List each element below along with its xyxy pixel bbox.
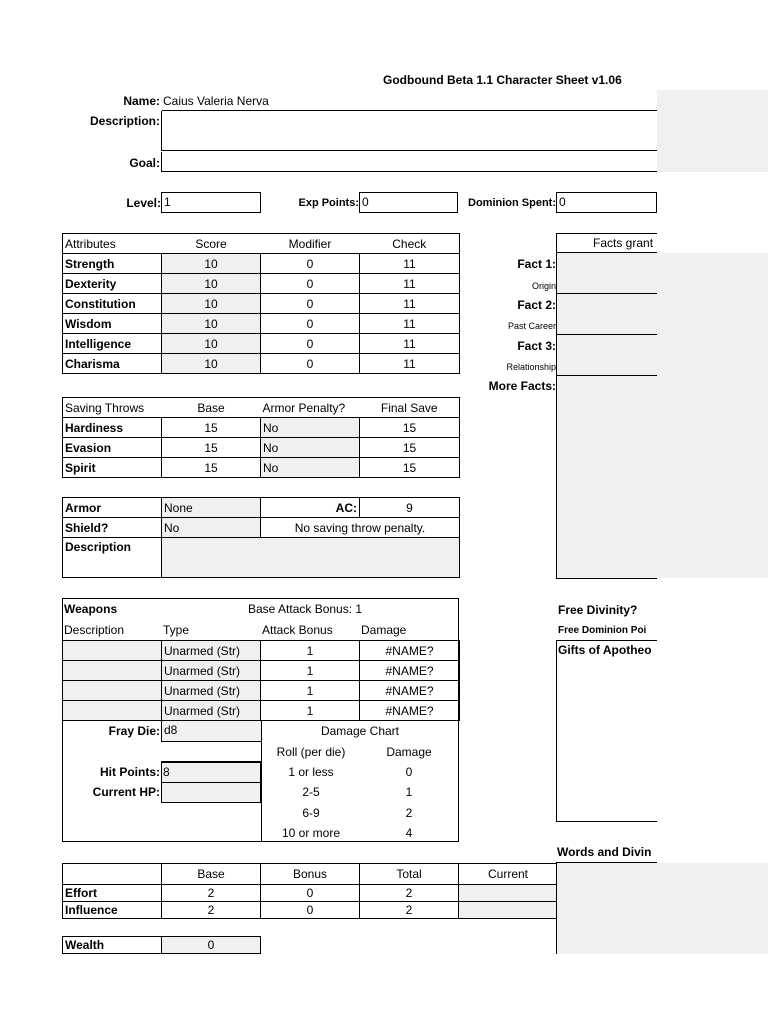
resources-table — [62, 863, 558, 919]
resources-header-bonus: Bonus — [261, 864, 360, 885]
attribute-row-strength — [63, 254, 460, 274]
save-penalty[interactable]: No — [261, 418, 360, 438]
weapon-damage: #NAME? — [360, 681, 460, 701]
save-final: 15 — [360, 458, 460, 478]
attribute-name: Constitution — [63, 294, 162, 314]
final-save-header: Final Save — [360, 398, 460, 418]
gifts-frame — [556, 640, 657, 822]
attribute-modifier: 0 — [261, 294, 360, 314]
name-field[interactable]: Caius Valeria Nerva — [162, 94, 657, 111]
description-label: Description: — [89, 114, 160, 128]
weapon-row — [63, 701, 460, 721]
attribute-name: Intelligence — [63, 334, 162, 354]
attributes-header-row — [63, 234, 460, 254]
influence-total: 2 — [360, 902, 459, 919]
fact3-sublabel: Relationship — [506, 362, 556, 372]
attribute-score[interactable]: 10 — [162, 294, 261, 314]
fact1-sublabel: Origin — [531, 281, 556, 291]
attribute-score[interactable]: 10 — [162, 334, 261, 354]
weapon-type[interactable]: Unarmed (Str) — [162, 701, 261, 721]
damage-chart-title: Damage Chart — [320, 724, 400, 738]
modifier-header: Modifier — [261, 234, 360, 254]
attribute-check: 11 — [360, 334, 460, 354]
weapon-description[interactable] — [63, 681, 162, 701]
wealth-label: Wealth — [62, 936, 162, 954]
saves-header: Saving Throws — [63, 398, 162, 418]
fact3-line — [557, 375, 657, 376]
description-field[interactable] — [161, 111, 657, 151]
weapon-header-description: Description — [64, 623, 125, 637]
shield-label: Shield? — [63, 518, 162, 538]
attribute-check: 11 — [360, 274, 460, 294]
weapon-type[interactable]: Unarmed (Str) — [162, 641, 261, 661]
resources-header-total: Total — [360, 864, 459, 885]
weapon-damage: #NAME? — [360, 661, 460, 681]
current-hp-label: Current HP: — [92, 785, 160, 799]
damage-chart-value: 0 — [405, 765, 413, 779]
saves-table — [62, 397, 460, 478]
fray-die-field[interactable]: d8 — [161, 721, 261, 742]
weapon-attack: 1 — [261, 681, 360, 701]
attribute-row-wisdom — [63, 314, 460, 334]
weapon-type[interactable]: Unarmed (Str) — [162, 681, 261, 701]
save-penalty[interactable]: No — [261, 458, 360, 478]
weapon-damage: #NAME? — [360, 701, 460, 721]
weapon-description[interactable] — [63, 661, 162, 681]
weapon-header-type: Type — [163, 623, 190, 637]
check-header: Check — [360, 234, 460, 254]
attribute-modifier: 0 — [261, 354, 360, 374]
save-row-spirit — [63, 458, 460, 478]
damage-chart-value: 4 — [405, 826, 413, 840]
attribute-score[interactable]: 10 — [162, 254, 261, 274]
exp-label: Exp Points: — [298, 197, 359, 209]
saves-header-row — [63, 398, 460, 418]
weapons-title: Weapons — [64, 602, 118, 616]
attribute-modifier: 0 — [261, 274, 360, 294]
weapon-description[interactable] — [63, 701, 162, 721]
goal-label: Goal: — [129, 156, 160, 170]
fact2-line — [557, 334, 657, 335]
damage-chart-roll: 6-9 — [302, 806, 320, 820]
facts-panel-border — [556, 253, 657, 579]
attribute-score[interactable]: 10 — [162, 314, 261, 334]
hit-points-label: Hit Points: — [100, 765, 160, 779]
attribute-modifier: 0 — [261, 254, 360, 274]
base-header: Base — [162, 398, 261, 418]
effort-bonus[interactable]: 0 — [261, 885, 360, 902]
ac-label: AC: — [261, 498, 360, 518]
facts-header: Facts grant — [593, 236, 654, 250]
attribute-row-dexterity — [63, 274, 460, 294]
name-label: Name: — [123, 94, 160, 108]
sheet-title: Godbound Beta 1.1 Character Sheet v1.06 — [383, 73, 622, 87]
attributes-header: Attributes — [63, 234, 162, 254]
weapon-attack: 1 — [261, 661, 360, 681]
save-row-evasion — [63, 438, 460, 458]
influence-row — [63, 902, 558, 919]
weapon-header-attack: Attack Bonus — [262, 623, 333, 637]
damage-chart-value: 1 — [405, 785, 413, 799]
score-header: Score — [162, 234, 261, 254]
resources-header-row — [63, 864, 558, 885]
influence-label: Influence — [63, 902, 162, 919]
armor-description-label: Description — [63, 538, 162, 578]
attribute-row-intelligence — [63, 334, 460, 354]
armor-penalty-header: Armor Penalty? — [261, 398, 360, 418]
base-attack-bonus: Base Attack Bonus: 1 — [248, 602, 363, 616]
armor-row — [63, 498, 460, 518]
armor-description-field[interactable] — [162, 538, 460, 578]
save-name: Hardiness — [63, 418, 162, 438]
attribute-score[interactable]: 10 — [162, 274, 261, 294]
save-final: 15 — [360, 438, 460, 458]
damage-chart-roll: 1 or less — [288, 765, 334, 779]
save-final: 15 — [360, 418, 460, 438]
hit-points-field[interactable]: 8 — [161, 762, 261, 783]
more-facts-label: More Facts: — [488, 379, 556, 393]
weapon-row — [63, 681, 460, 701]
dominion-field[interactable]: 0 — [556, 192, 657, 213]
attribute-check: 11 — [360, 354, 460, 374]
fact2-sublabel: Past Career — [507, 321, 556, 331]
gifts-label: Gifts of Apotheo — [558, 643, 652, 657]
damage-chart-roll: 2-5 — [302, 785, 320, 799]
influence-bonus[interactable]: 0 — [261, 902, 360, 919]
armor-value[interactable]: None — [162, 498, 261, 518]
weapon-attack: 1 — [261, 641, 360, 661]
weapon-header-damage: Damage — [361, 623, 407, 637]
attribute-name: Dexterity — [63, 274, 162, 294]
weapon-type[interactable]: Unarmed (Str) — [162, 661, 261, 681]
save-row-hardiness — [63, 418, 460, 438]
damage-chart-value: 2 — [405, 806, 413, 820]
effort-row — [63, 885, 558, 902]
weapon-description[interactable] — [63, 641, 162, 661]
dominion-label: Dominion Spent: — [468, 197, 556, 209]
save-base: 15 — [162, 438, 261, 458]
effort-current[interactable] — [459, 885, 558, 902]
fact1-line — [557, 293, 657, 294]
armor-label: Armor — [63, 498, 162, 518]
attribute-check: 11 — [360, 254, 460, 274]
attributes-table — [62, 233, 460, 374]
armor-description-row — [63, 538, 460, 578]
shield-row — [63, 518, 460, 538]
shield-note: No saving throw penalty. — [261, 518, 460, 538]
fact1-label: Fact 1: — [517, 257, 556, 271]
exp-field[interactable]: 0 — [359, 192, 458, 213]
fray-blank-row — [161, 742, 261, 762]
effort-total: 2 — [360, 885, 459, 902]
save-base: 15 — [162, 418, 261, 438]
words-panel-border — [556, 862, 657, 954]
resources-header-current: Current — [459, 864, 558, 885]
influence-current[interactable] — [459, 902, 558, 919]
effort-label: Effort — [63, 885, 162, 902]
attribute-name: Charisma — [63, 354, 162, 374]
free-dominion-label: Free Dominion Poi — [558, 625, 647, 636]
damage-chart-roll: 10 or more — [281, 826, 341, 840]
wealth-field[interactable]: 0 — [161, 936, 261, 954]
shield-value[interactable]: No — [162, 518, 261, 538]
weapon-row — [63, 641, 460, 661]
fray-die-label: Fray Die: — [108, 724, 160, 738]
fact2-label: Fact 2: — [517, 298, 556, 312]
save-base: 15 — [162, 458, 261, 478]
attribute-row-constitution — [63, 294, 460, 314]
armor-table — [62, 497, 460, 578]
weapons-table — [62, 640, 460, 721]
ac-value: 9 — [360, 498, 460, 518]
attribute-check: 11 — [360, 314, 460, 334]
level-field[interactable]: 1 — [161, 192, 261, 213]
right-panel-top — [657, 90, 768, 172]
save-name: Evasion — [63, 438, 162, 458]
attribute-modifier: 0 — [261, 334, 360, 354]
attribute-name: Wisdom — [63, 314, 162, 334]
attribute-score[interactable]: 10 — [162, 354, 261, 374]
current-hp-field[interactable] — [161, 782, 261, 803]
effort-base: 2 — [162, 885, 261, 902]
fact3-label: Fact 3: — [517, 339, 556, 353]
influence-base: 2 — [162, 902, 261, 919]
weapon-attack: 1 — [261, 701, 360, 721]
weapon-damage: #NAME? — [360, 641, 460, 661]
damage-chart-damage-header: Damage — [386, 745, 432, 759]
attribute-check: 11 — [360, 294, 460, 314]
attribute-modifier: 0 — [261, 314, 360, 334]
resources-header-base: Base — [162, 864, 261, 885]
level-label: Level: — [126, 196, 161, 210]
attribute-row-charisma — [63, 354, 460, 374]
save-name: Spirit — [63, 458, 162, 478]
words-label: Words and Divin — [557, 845, 652, 859]
damage-chart-roll-header: Roll (per die) — [276, 745, 346, 759]
attribute-name: Strength — [63, 254, 162, 274]
resources-header-blank — [63, 864, 162, 885]
free-divinity-label: Free Divinity? — [558, 603, 638, 617]
weapon-row — [63, 661, 460, 681]
goal-field[interactable] — [161, 152, 657, 172]
save-penalty[interactable]: No — [261, 438, 360, 458]
